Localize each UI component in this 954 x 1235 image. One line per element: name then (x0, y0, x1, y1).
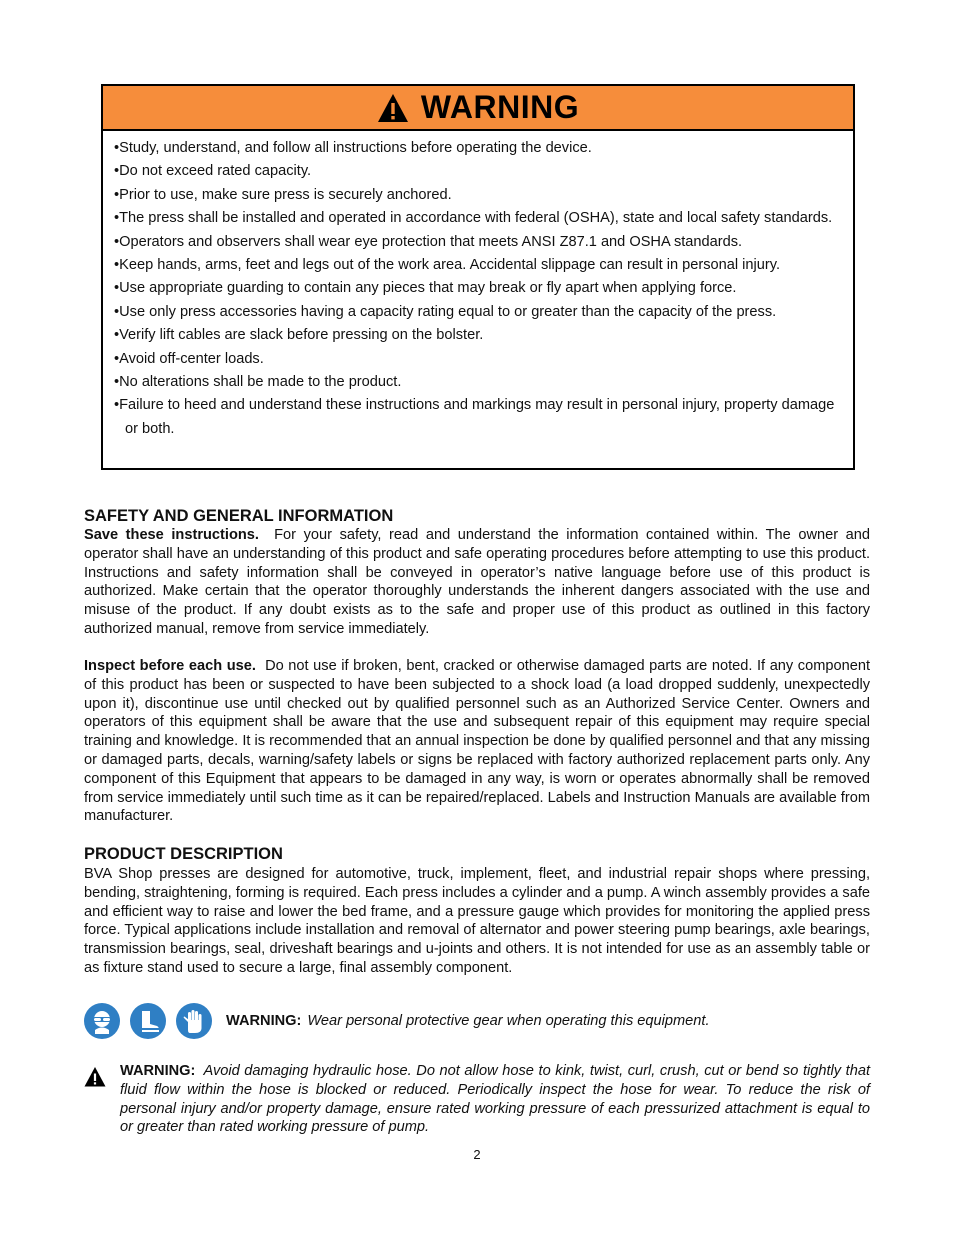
warning-item: • No alterations shall be made to the product. (114, 371, 853, 394)
warning-title: WARNING (420, 89, 580, 125)
warning-item: • Avoid off-center loads. (114, 348, 853, 371)
warning-item: • Use only press accessories having a capacity rating equal to or greater than the capacity of the press. (114, 301, 853, 324)
warning-item: • Do not exceed rated capacity. (114, 160, 853, 183)
inspect-paragraph (84, 657, 870, 826)
ppe-warning-text (226, 1013, 710, 1029)
save-text: For your safety, read and understand the information contained within. The owner and operator shall have an understanding of this product and safe operating procedures before attempting to use this product. Instructions and safety information shall be conveyed in operator’s native language before use of this product is authorized. Make certain that the operator thoroughly understands the inherent dangers associated with the use and misuse of the product. If any doubt exists as to the safe and proper use of this product as outlined in this factory authorized manual, remove from service immediately. (84, 527, 871, 637)
ppe-warning-message: Wear personal protective gear when operating this equipment. (307, 1013, 710, 1029)
save-lead: Save these instructions. (84, 527, 259, 543)
warning-item: • Use appropriate guarding to contain any pieces that may break or fly apart when applying force. (114, 277, 853, 300)
warning-triangle-icon (84, 1066, 106, 1088)
ppe-warning-label: WARNING: (226, 1013, 302, 1029)
eye-protection-icon (84, 1003, 120, 1039)
warning-item: • The press shall be installed and operated in accordance with federal (OSHA), state and local safety standards. (114, 207, 853, 230)
warning-item: • Operators and observers shall wear eye protection that meets ANSI Z87.1 and OSHA standards. (114, 231, 853, 254)
warning-item: • Keep hands, arms, feet and legs out of the work area. Accidental slippage can result in personal injury. (114, 254, 853, 277)
warning-item: • Failure to heed and understand these instructions and markings may result in personal injury, property damage or both. (114, 394, 853, 441)
warning-item: • Study, understand, and follow all instructions before operating the device. (114, 137, 853, 160)
hose-warning (84, 1062, 870, 1137)
safety-heading: SAFETY AND GENERAL INFORMATION (84, 507, 394, 525)
hose-warning-label: WARNING: (120, 1063, 196, 1079)
hose-warning-text (120, 1062, 870, 1137)
warning-header (103, 86, 853, 131)
warning-triangle-icon (377, 92, 409, 124)
product-paragraph: BVA Shop presses are designed for automotive, truck, implement, fleet, and industrial repair shops where pressing, bending, straightening, forming is required. Each press includes a cylinder and a pump. A winch assembly provides a safe and efficient way to raise and lower the bed frame, and a pressure gauge which provides for monitoring the applied press force. Typical applications include installation and removal of alternator and power steering pump bearings, axle bearings, transmission bearings, seal, driveshaft bearings and u-joints and others. It is not intended for use as an assembly table or as fixture stand used to secure a large, final assembly component. (84, 866, 870, 976)
hose-warning-message: Avoid damaging hydraulic hose. Do not allow hose to kink, twist, curl, crush, cut or bend so tightly that fluid flow within the hose is blocked or reduced. Periodically inspect the hose for wear. To reduce the risk of personal injury and/or property damage, ensure rated working pressure of each pressurized attachment is equal to or greater than rated working pressure of pump. (120, 1063, 870, 1136)
warning-item: • Verify lift cables are slack before pressing on the bolster. (114, 324, 853, 347)
ppe-warning (84, 1003, 710, 1039)
product-heading: PRODUCT DESCRIPTION (84, 845, 283, 863)
page-number: 2 (473, 1147, 481, 1162)
warning-list (103, 131, 853, 441)
warning-item: • Prior to use, make sure press is securely anchored. (114, 184, 853, 207)
save-instructions-paragraph (84, 526, 870, 639)
safety-boot-icon (130, 1003, 166, 1039)
inspect-lead: Inspect before each use. (84, 658, 256, 674)
inspect-text: Do not use if broken, bent, cracked or otherwise damaged parts are noted. If any component of this product has been or suspected to have been subjected to a shock load (a load dropped suddenly, unexpectedly upon it), discontinue use until checked out by qualified personnel such as an Authorized Service Center. Owners and operators of this equipment shall be aware that the use and subsequent repair of this equipment may require special training and knowledge. It is recommended that an annual inspection be done by qualified personnel and that any missing or damaged parts, decals, warning/safety labels or signs be replaced with factory authorized replacement parts only. Any component of this Equipment that appears to be damaged in any way, is worn or operates abnormally shall be removed from service immediately until such time as it can be repaired/replaced. Labels and Instruction Manuals are available from manufacturer. (84, 658, 871, 825)
warning-box (101, 84, 855, 470)
glove-icon (176, 1003, 212, 1039)
